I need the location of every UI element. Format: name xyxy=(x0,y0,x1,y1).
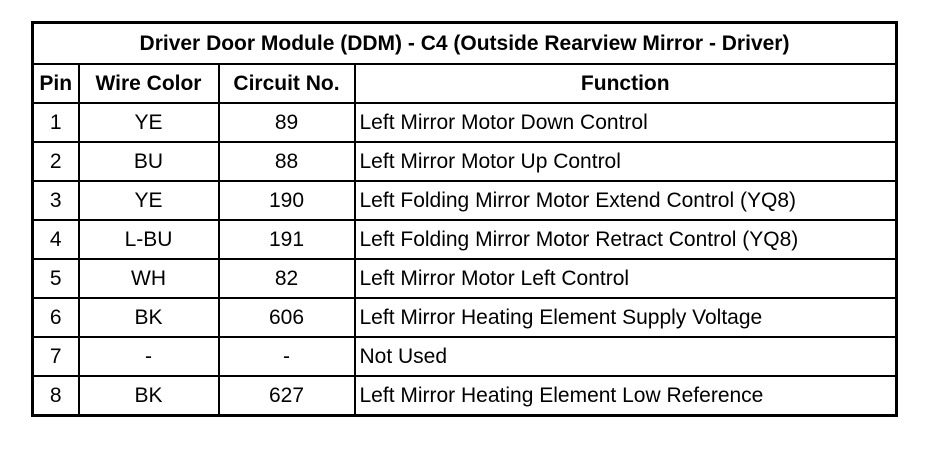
header-circuit-no: Circuit No. xyxy=(219,64,355,103)
circuit-cell: 190 xyxy=(219,181,355,220)
pin-cell: 7 xyxy=(33,337,79,376)
function-cell: Left Mirror Heating Element Supply Voltage xyxy=(355,298,897,337)
table-row xyxy=(33,103,897,142)
function-cell: Left Folding Mirror Motor Retract Control (YQ8) xyxy=(355,220,897,259)
header-wire-color: Wire Color xyxy=(79,64,219,103)
circuit-cell: 627 xyxy=(219,376,355,416)
function-cell: Left Mirror Heating Element Low Reference xyxy=(355,376,897,416)
wire-color-cell: - xyxy=(79,337,219,376)
function-cell: Left Mirror Motor Left Control xyxy=(355,259,897,298)
wire-color-cell: YE xyxy=(79,103,219,142)
circuit-cell: 89 xyxy=(219,103,355,142)
wire-color-cell: L-BU xyxy=(79,220,219,259)
wire-color-cell: BK xyxy=(79,298,219,337)
connector-pinout-table xyxy=(31,21,898,417)
circuit-cell: - xyxy=(219,337,355,376)
table-title: Driver Door Module (DDM) - C4 (Outside Rearview Mirror - Driver) xyxy=(33,23,897,65)
pin-cell: 4 xyxy=(33,220,79,259)
wire-color-cell: YE xyxy=(79,181,219,220)
wire-color-cell: WH xyxy=(79,259,219,298)
circuit-cell: 191 xyxy=(219,220,355,259)
wire-color-cell: BK xyxy=(79,376,219,416)
pin-cell: 6 xyxy=(33,298,79,337)
circuit-cell: 82 xyxy=(219,259,355,298)
table-row xyxy=(33,298,897,337)
pin-cell: 3 xyxy=(33,181,79,220)
table-row xyxy=(33,181,897,220)
function-cell: Left Mirror Motor Up Control xyxy=(355,142,897,181)
connector-table-container xyxy=(31,21,895,417)
pin-cell: 2 xyxy=(33,142,79,181)
table-title-row xyxy=(33,23,897,65)
function-cell: Left Folding Mirror Motor Extend Control (YQ8) xyxy=(355,181,897,220)
function-cell: Left Mirror Motor Down Control xyxy=(355,103,897,142)
circuit-cell: 88 xyxy=(219,142,355,181)
table-row xyxy=(33,259,897,298)
header-function: Function xyxy=(355,64,897,103)
table-row xyxy=(33,337,897,376)
function-cell: Not Used xyxy=(355,337,897,376)
table-row xyxy=(33,220,897,259)
wire-color-cell: BU xyxy=(79,142,219,181)
pin-cell: 8 xyxy=(33,376,79,416)
table-row xyxy=(33,142,897,181)
pin-cell: 1 xyxy=(33,103,79,142)
pin-cell: 5 xyxy=(33,259,79,298)
table-header-row xyxy=(33,64,897,103)
header-pin: Pin xyxy=(33,64,79,103)
table-row xyxy=(33,376,897,416)
circuit-cell: 606 xyxy=(219,298,355,337)
